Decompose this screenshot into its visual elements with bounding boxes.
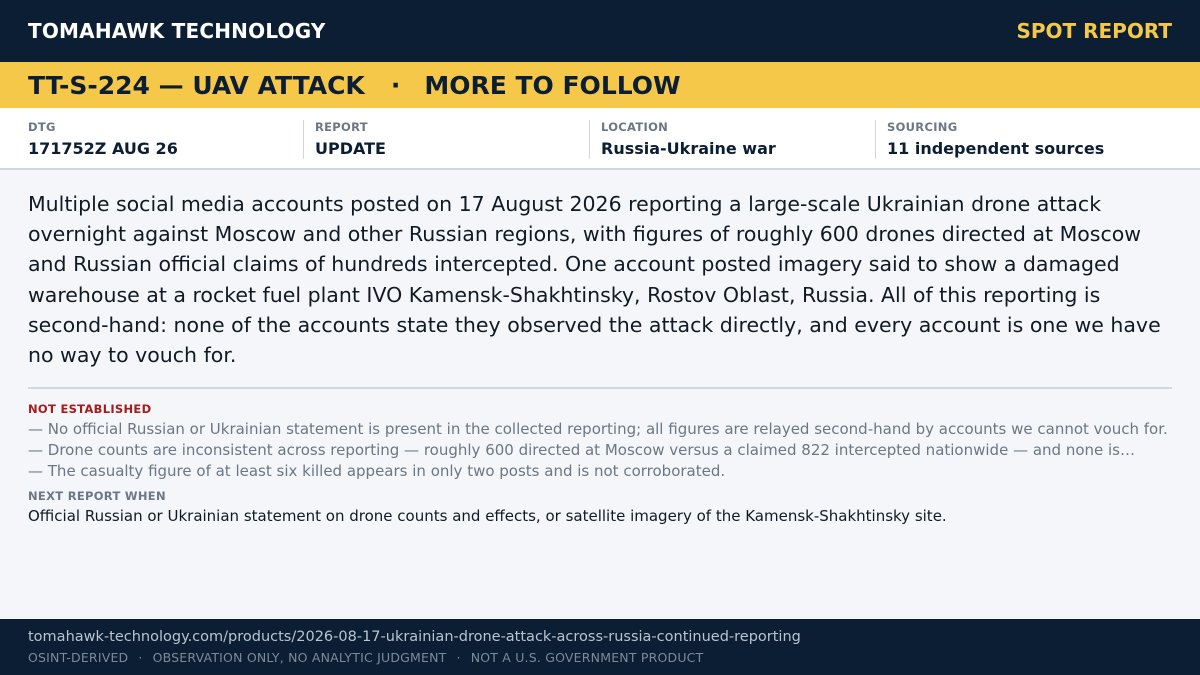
footer-flag: OBSERVATION ONLY, NO ANALYTIC JUDGMENT: [152, 650, 447, 665]
meta-location-label: LOCATION: [601, 120, 669, 134]
footer-url: tomahawk-technology.com/products/2026-08-17-ukrainian-drone-attack-across-russia-continued-reporting: [28, 629, 801, 645]
not-established-item: — The casualty figure of at least six killed appears in only two posts and is not corroborated.: [28, 462, 726, 480]
footer-flags: [28, 650, 1172, 665]
report-type: SPOT REPORT: [1016, 19, 1172, 43]
meta-location-value: Russia-Ukraine war: [601, 139, 776, 158]
footer-flag: OSINT-DERIVED: [28, 650, 129, 665]
meta-sourcing-value: 11 independent sources: [887, 139, 1105, 158]
meta-report-label: REPORT: [315, 120, 368, 134]
metadata-bar: [0, 108, 1200, 170]
headline-banner: [0, 62, 1200, 108]
meta-dtg-value: 171752Z AUG 26: [28, 139, 178, 158]
meta-sourcing-label: SOURCING: [887, 120, 958, 134]
section-divider: [28, 387, 1172, 389]
next-report-text: Official Russian or Ukrainian statement on drone counts and effects, or satellite imagery of the Kamensk-Shakhtinsky site.: [28, 507, 947, 525]
not-established-item: — No official Russian or Ukrainian statement is present in the collected reporting; all figures are relayed second-hand by accounts we cannot vouch for.: [28, 420, 1168, 438]
meta-location: [589, 120, 869, 159]
not-established-item: — Drone counts are inconsistent across reporting — roughly 600 directed at Moscow versus a claimed 822 intercepted nationwide — and none is…: [28, 441, 1135, 459]
footer-flag: NOT A U.S. GOVERNMENT PRODUCT: [470, 650, 704, 665]
not-established-label: NOT ESTABLISHED: [28, 402, 152, 416]
headline-separator: ·: [390, 70, 401, 100]
not-established-list: [28, 419, 1178, 482]
footer-flag-separator: ·: [138, 650, 143, 665]
meta-sourcing: [875, 120, 1175, 159]
top-bar: [0, 0, 1200, 62]
footer: [0, 619, 1200, 675]
report-summary: Multiple social media accounts posted on 17 August 2026 reporting a large-scale Ukrainian drone attack overnight against Moscow and other Russian regions, with figures of roughly 600 drones directed at Moscow and Russian official claims of hundreds intercepted. One account posted imagery said to show a damaged warehouse at a rocket fuel plant IVO Kamensk-Shakhtinsky, Rostov Oblast, Russia. All of this reporting is second-hand: none of the accounts state they observed the attack directly, and every account is one we have no way to vouch for.: [28, 192, 1161, 368]
meta-report-value: UPDATE: [315, 139, 386, 158]
next-report-label: NEXT REPORT WHEN: [28, 489, 166, 503]
report-id-title: TT-S-224 — UAV ATTACK: [28, 70, 365, 100]
footer-flag-separator: ·: [456, 650, 461, 665]
report-status: MORE TO FOLLOW: [424, 70, 681, 100]
meta-dtg: [28, 120, 298, 159]
meta-dtg-label: DTG: [28, 120, 56, 134]
brand-name: TOMAHAWK TECHNOLOGY: [28, 19, 326, 43]
meta-report: [303, 120, 583, 159]
